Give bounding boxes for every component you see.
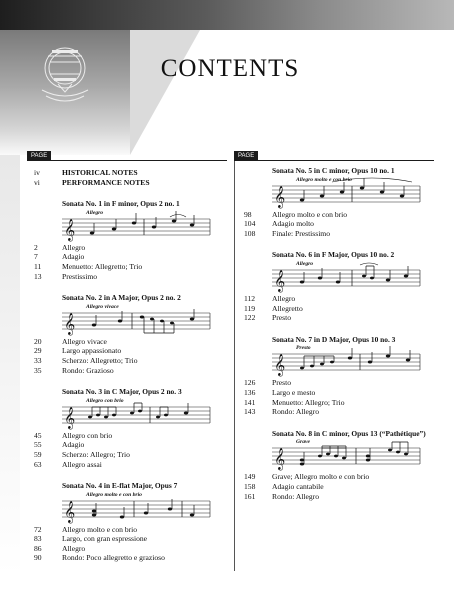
movement-title: Allegro assai — [62, 459, 102, 469]
movement-row — [34, 440, 230, 450]
page-column-label-right: PAGE — [234, 151, 258, 161]
movement-title: Prestissimo — [62, 271, 98, 281]
movement-title: Scherzo: Allegro; Trio — [62, 449, 130, 459]
movement-row — [34, 262, 230, 272]
sonata-heading: Sonata No. 8 in C minor, Opus 13 (“Pathétique”) — [272, 428, 426, 438]
movement-title: Allegro — [62, 242, 86, 252]
movement-title: Allegro con brio — [62, 430, 113, 440]
right-column — [244, 166, 444, 501]
decorative-wedge — [130, 30, 200, 155]
page-number: 20 — [34, 336, 42, 346]
page-number: 141 — [244, 397, 256, 407]
front-matter-row — [34, 178, 230, 188]
music-incipit — [272, 176, 444, 210]
page-number: 45 — [34, 430, 42, 440]
movement-title: Presto — [272, 313, 291, 323]
movement-title: Menuetto: Allegretto; Trio — [62, 261, 143, 271]
music-incipit — [272, 344, 444, 378]
movement-row — [34, 525, 230, 535]
movement-title: Allegro molto e con brio — [62, 524, 138, 534]
page-number: 55 — [34, 440, 42, 450]
music-incipit — [272, 260, 444, 294]
movement-row — [34, 346, 230, 356]
movement-row — [244, 294, 444, 304]
svg-text:𝄞: 𝄞 — [274, 448, 286, 471]
svg-text:𝄞: 𝄞 — [274, 269, 286, 292]
movement-row — [244, 492, 444, 502]
staff-notation — [62, 397, 212, 431]
movement-title: Rondo: Allegro — [272, 491, 320, 501]
page-number: 11 — [34, 261, 42, 271]
page-number: 35 — [34, 365, 42, 375]
tempo-marking: Allegro molto e con brio — [296, 176, 352, 183]
header-band — [0, 0, 454, 30]
page-number: 29 — [34, 346, 42, 356]
movement-title: Largo e mesto — [272, 387, 316, 397]
sonata-heading: Sonata No. 5 in C minor, Opus 10 no. 1 — [272, 166, 395, 175]
page-number: 63 — [34, 459, 42, 469]
page-number: 126 — [244, 378, 256, 388]
music-incipit — [62, 397, 230, 431]
tempo-marking: Allegro vivace — [86, 303, 119, 310]
front-matter-row — [34, 168, 230, 178]
svg-text:𝄞: 𝄞 — [274, 185, 286, 208]
page-title: CONTENTS — [160, 55, 300, 82]
movement-title: Scherzo: Allegretto; Trio — [62, 355, 138, 365]
movement-title: Allegro — [272, 293, 296, 303]
sonata-heading: Sonata No. 3 in C Major, Opus 2 no. 3 — [62, 387, 182, 397]
svg-text:𝄞: 𝄞 — [64, 500, 76, 523]
page-number: 90 — [34, 553, 42, 563]
movement-row — [34, 243, 230, 253]
page-number: 161 — [244, 491, 256, 501]
movement-row — [34, 366, 230, 376]
sonata-heading: Sonata No. 4 in E-flat Major, Opus 7 — [62, 481, 178, 491]
movement-title: Largo appassionato — [62, 346, 122, 356]
movement-row — [34, 252, 230, 262]
movement-row — [244, 229, 444, 239]
movement-title: Adagio molto — [272, 219, 314, 229]
page-number: 149 — [244, 472, 256, 482]
margin-shade — [0, 155, 20, 575]
column-divider — [234, 161, 235, 571]
movement-row — [34, 544, 230, 554]
page-number: 13 — [34, 271, 42, 281]
entry-title: HISTORICAL NOTES — [62, 168, 138, 177]
svg-text:𝄞: 𝄞 — [64, 312, 76, 335]
left-column — [34, 168, 230, 563]
movement-title: Largo, con gran espressione — [62, 534, 148, 544]
page-number: 72 — [34, 524, 42, 534]
page-number: 2 — [34, 242, 38, 252]
left-column-rule — [27, 160, 227, 161]
tempo-marking: Allegro — [296, 260, 314, 267]
page-number: 108 — [244, 228, 256, 238]
right-column-rule — [234, 160, 434, 161]
movement-row — [244, 304, 444, 314]
movement-row — [34, 356, 230, 366]
tempo-marking: Grave — [296, 439, 310, 446]
tempo-marking: Presto — [296, 345, 311, 352]
svg-text:𝄞: 𝄞 — [64, 406, 76, 429]
page-column-label-left: PAGE — [27, 151, 51, 161]
movement-title: Rondo: Poco allegretto e grazioso — [62, 553, 165, 563]
movement-title: Allegro molto e con brio — [272, 209, 348, 219]
movement-title: Menuetto: Allegro; Trio — [272, 397, 345, 407]
tempo-marking: Allegro — [86, 209, 104, 216]
movement-row — [244, 472, 444, 482]
staff-notation — [62, 303, 212, 337]
page-number: 104 — [244, 219, 256, 229]
svg-text:𝄞: 𝄞 — [274, 354, 286, 377]
page-number: 86 — [34, 543, 42, 553]
page-number: 136 — [244, 387, 256, 397]
movement-title: Finale: Prestissimo — [272, 228, 331, 238]
music-incipit — [62, 303, 230, 337]
movement-row — [34, 337, 230, 347]
publisher-crest-logo — [28, 38, 103, 113]
tempo-marking: Allegro con brio — [86, 397, 124, 404]
movement-title: Rondo: Allegro — [272, 407, 320, 417]
page-number: 112 — [244, 293, 256, 303]
movement-row — [244, 388, 444, 398]
movement-title: Adagio — [62, 252, 85, 262]
movement-row — [244, 378, 444, 388]
movement-row — [244, 210, 444, 220]
page-number: iv — [34, 168, 40, 177]
page-number: 122 — [244, 313, 256, 323]
movement-row — [244, 219, 444, 229]
page-number: 59 — [34, 449, 42, 459]
movement-title: Adagio — [62, 440, 85, 450]
movement-row — [244, 313, 444, 323]
staff-notation — [62, 209, 212, 243]
movement-row — [34, 272, 230, 282]
page-number: 7 — [34, 252, 38, 262]
page-number: 83 — [34, 534, 42, 544]
movement-title: Rondo: Grazioso — [62, 365, 114, 375]
movement-title: Adagio cantabile — [272, 481, 324, 491]
page-number: 143 — [244, 407, 256, 417]
sonata-heading: Sonata No. 2 in A Major, Opus 2 no. 2 — [62, 293, 181, 303]
music-incipit — [272, 438, 444, 472]
movement-row — [244, 398, 444, 408]
movement-title: Allegro — [62, 543, 86, 553]
page-number: 119 — [244, 303, 256, 313]
movement-row — [244, 407, 444, 417]
svg-text:𝄞: 𝄞 — [64, 218, 76, 241]
movement-row — [34, 431, 230, 441]
page-number: vi — [34, 177, 40, 187]
movement-row — [34, 534, 230, 544]
staff-notation — [272, 344, 422, 378]
entry-title: PERFORMANCE NOTES — [62, 177, 150, 187]
page-number: 33 — [34, 355, 42, 365]
tempo-marking: Allegro molto e con brio — [86, 491, 142, 498]
movement-row — [34, 460, 230, 470]
staff-notation — [272, 260, 422, 294]
movement-row — [244, 482, 444, 492]
staff-notation — [272, 438, 422, 472]
movement-row — [34, 553, 230, 563]
sonata-heading: Sonata No. 7 in D Major, Opus 10 no. 3 — [272, 334, 396, 344]
page-number: 98 — [244, 209, 252, 219]
movement-title: Allegretto — [272, 303, 303, 313]
movement-title: Grave; Allegro molto e con brio — [272, 472, 370, 482]
movement-title: Presto — [272, 378, 291, 388]
movement-title: Allegro vivace — [62, 336, 107, 346]
music-incipit — [62, 209, 230, 243]
movement-row — [34, 450, 230, 460]
page-number: 158 — [244, 481, 256, 491]
music-incipit — [62, 491, 230, 525]
sonata-heading: Sonata No. 6 in F Major, Opus 10 no. 2 — [272, 250, 395, 260]
sonata-heading: Sonata No. 1 in F minor, Opus 2 no. 1 — [62, 199, 180, 209]
